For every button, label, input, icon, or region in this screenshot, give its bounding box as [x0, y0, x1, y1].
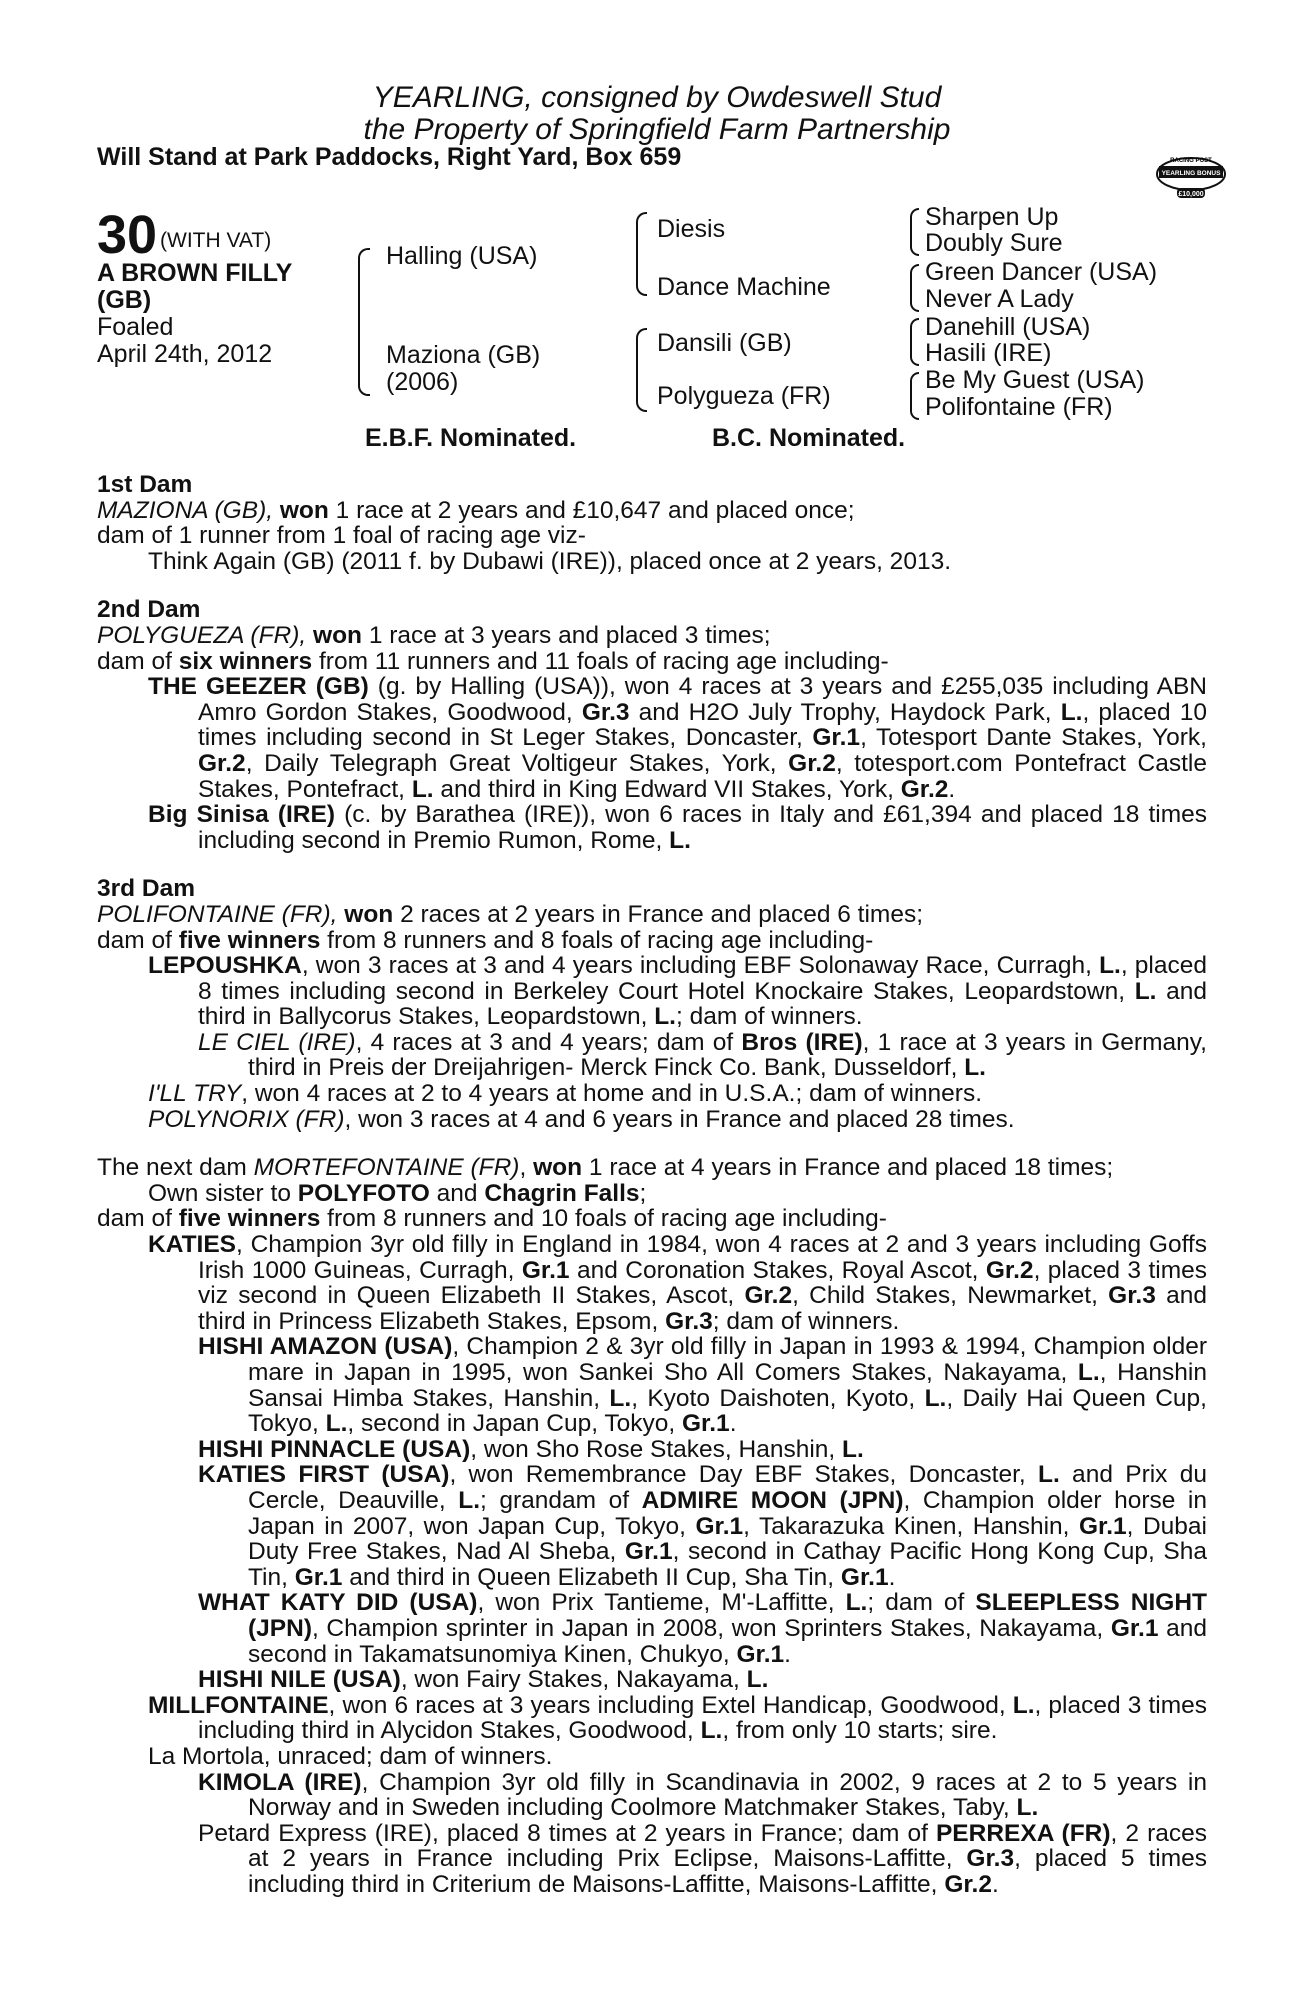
dam-dam: Polygueza (FR) — [657, 382, 831, 410]
gg-brace-3 — [910, 318, 919, 366]
first-dam-record: MAZIONA (GB), won 1 race at 2 years and £10,647 and placed once; — [97, 496, 855, 524]
next-dam-record: The next dam MORTEFONTAINE (FR), won 1 race at 4 years in France and placed 18 times; — [97, 1154, 1114, 1182]
next-dam-produce: dam of five winners from 8 runners and 10 foals of racing age including- — [97, 1205, 887, 1233]
produce-katies: KATIES, Champion 3yr old filly in England in 1984, won 4 races at 2 and 3 years including Goffs Irish 1000 Guineas, Curragh, Gr.1 and Coronation Stakes, Royal Ascot, Gr.2, placed 3 times viz second in Queen Elizabeth II Stakes, Ascot, Gr.2, Child Stakes, Newmarket, Gr.3 and third in Princess Elizabeth Stakes, Epsom, Gr.3; dam of winners. — [148, 1231, 1207, 1335]
first-dam-heading: 1st Dam — [97, 471, 193, 498]
produce-hishi-pinnacle: HISHI PINNACLE (USA), won Sho Rose Stakes, Hanshin, L. — [198, 1435, 864, 1463]
next-dam-sister: Own sister to POLYFOTO and Chagrin Falls; — [148, 1179, 647, 1207]
third-dam-produce: dam of five winners from 8 runners and 8 foals of racing age including- — [97, 926, 874, 954]
gg-brace-4 — [910, 372, 919, 420]
sire-dam: Dance Machine — [657, 273, 831, 301]
pedigree-notes — [97, 472, 1207, 1897]
produce-ill-try: I'LL TRY, won 4 races at 2 to 4 years at home and in U.S.A.; dam of winners. — [148, 1080, 983, 1108]
sire: Halling (USA) — [386, 242, 538, 270]
produce-the-geezer: THE GEEZER (GB) (g. by Halling (USA)), won 4 races at 3 years and £255,035 including ABN Amro Gordon Stakes, Goodwood, Gr.3 and H2O July Trophy, Haydock Park, L., placed 10 times including second in St Leger Stakes, Doncaster, Gr.1, Totesport Dante Stakes, York, Gr.2, Daily Telegraph Great Voltigeur Stakes, York, Gr.2, totesport.com Pontefract Castle Stakes, Pontefract, L. and third in King Edward VII Stakes, York, Gr.2. — [148, 673, 1207, 803]
gg-dam-1: Doubly Sure — [925, 229, 1063, 257]
bc-nomination: B.C. Nominated. — [712, 424, 906, 452]
dam-year: (2006) — [386, 368, 459, 396]
produce-la-mortola: La Mortola, unraced; dam of winners. — [148, 1742, 553, 1770]
gg-brace-1 — [910, 208, 919, 256]
produce-katies-first: KATIES FIRST (USA), won Remembrance Day EBF Stakes, Doncaster, L. and Prix du Cercle, Deauville, L.; grandam of ADMIRE MOON (JPN), Champion older horse in Japan in 2007, won Japan Cup, Tokyo, Gr.1, Takarazuka Kinen, Hanshin, Gr.1, Dubai Duty Free Stakes, Nad Al Sheba, Gr.1, second in Cathay Pacific Hong Kong Cup, Sha Tin, Gr.1 and third in Queen Elizabeth II Cup, Sha Tin, Gr.1. — [198, 1461, 1207, 1591]
gg-sire-1: Sharpen Up — [925, 203, 1059, 231]
produce-le-ciel: LE CIEL (IRE), 4 races at 3 and 4 years; dam of Bros (IRE), 1 race at 3 years in Germany, third in Preis der Dreijahrigen- Merck Finck Co. Bank, Dusseldorf, L. — [198, 1028, 1207, 1082]
lot-description — [97, 260, 337, 368]
ebf-nomination: E.B.F. Nominated. — [365, 424, 577, 452]
gg-sire-3: Danehill (USA) — [925, 313, 1091, 341]
lot-vat: (WITH VAT) — [160, 229, 272, 252]
stand-location: Will Stand at Park Paddocks, Right Yard, Box 659 — [97, 143, 682, 171]
second-dam-heading: 2nd Dam — [97, 596, 201, 624]
produce-hishi-amazon: HISHI AMAZON (USA), Champion 2 & 3yr old filly in Japan in 1993 & 1994, Champion older mare in Japan in 1995, won Sankei Sho All Comers Stakes, Nakayama, L., Hanshin Sansai Himba Stakes, Hanshin, L., Kyoto Daishoten, Kyoto, L., Daily Hai Queen Cup, Tokyo, L., second in Japan Cup, Tokyo, Gr.1. — [198, 1333, 1207, 1438]
lot-number: 30 — [97, 205, 158, 265]
produce-think-again: Think Again (GB) (2011 f. by Dubawi (IRE)), placed once at 2 years, 2013. — [148, 547, 951, 575]
third-dam-record: POLIFONTAINE (FR), won 2 races at 2 years in France and placed 6 times; — [97, 900, 924, 928]
produce-lepoushka: LEPOUSHKA, won 3 races at 3 and 4 years including EBF Solonaway Race, Curragh, L., placed 8 times including second in Berkeley Court Hotel Knockaire Stakes, Leopardstown, L. and third in Ballycorus Stakes, Leopardstown, L.; dam of winners. — [148, 952, 1208, 1031]
dam-sire: Dansili (GB) — [657, 329, 792, 357]
produce-kimola: KIMOLA (IRE), Champion 3yr old filly in Scandinavia in 2002, 9 races at 2 to 5 years in Norway and in Sweden including Coolmore Matchmaker Stakes, Taby, L. — [198, 1768, 1207, 1822]
sire-dam-brace — [358, 248, 370, 396]
gg-dam-2: Never A Lady — [925, 285, 1074, 313]
yearling-bonus-logo — [1155, 148, 1227, 200]
dam: Maziona (GB) — [386, 341, 541, 369]
logo-top-text: RACING POST — [1170, 158, 1212, 164]
consignor-line: YEARLING, consigned by Owdeswell Stud — [372, 81, 942, 114]
produce-what-katy-did: WHAT KATY DID (USA), won Prix Tantieme, M'-Laffitte, L.; dam of SLEEPLESS NIGHT (JPN), Champion sprinter in Japan in 2008, won Sprinters Stakes, Nakayama, Gr.1 and second in Takamatsunomiya Kinen, Chukyo, Gr.1. — [198, 1589, 1208, 1668]
foaled-label: Foaled — [97, 313, 174, 341]
foaled-date: April 24th, 2012 — [97, 340, 273, 368]
dam-line-brace — [636, 328, 647, 412]
lot-title: A BROWN FILLY (GB) — [97, 259, 292, 314]
produce-hishi-nile: HISHI NILE (USA), won Fairy Stakes, Nakayama, L. — [198, 1666, 769, 1694]
sire-sire: Diesis — [657, 215, 726, 243]
gg-dam-3: Hasili (IRE) — [925, 339, 1052, 367]
logo-amount: £10,000 — [1178, 191, 1204, 198]
produce-big-sinisa: Big Sinisa (IRE) (c. by Barathea (IRE)), won 6 races in Italy and £61,394 and placed 18 times including second in Premio Rumon, Rome, L. — [148, 801, 1207, 854]
second-dam-record: POLYGUEZA (FR), won 1 race at 3 years and placed 3 times; — [97, 621, 771, 649]
first-dam-produce: dam of 1 runner from 1 foal of racing age viz- — [97, 522, 586, 550]
gg-sire-2: Green Dancer (USA) — [925, 258, 1158, 286]
logo-mid-text: YEARLING BONUS — [1161, 170, 1221, 177]
second-dam-produce: dam of six winners from 11 runners and 11 foals of racing age including- — [97, 647, 889, 675]
produce-millfontaine: MILLFONTAINE, won 6 races at 3 years including Extel Handicap, Goodwood, L., placed 3 times including third in Alycidon Stakes, Goodwood, L., from only 10 starts; sire. — [148, 1691, 1207, 1745]
gg-dam-4: Polifontaine (FR) — [925, 393, 1113, 421]
gg-brace-2 — [910, 264, 919, 312]
sire-line-brace — [636, 212, 647, 296]
gg-sire-4: Be My Guest (USA) — [925, 366, 1145, 394]
produce-polynorix: POLYNORIX (FR), won 3 races at 4 and 6 years in France and placed 28 times. — [148, 1105, 1015, 1133]
property-line: the Property of Springfield Farm Partnership — [363, 113, 951, 146]
third-dam-heading: 3rd Dam — [97, 875, 196, 903]
produce-petard-express: Petard Express (IRE), placed 8 times at 2 years in France; dam of PERREXA (FR), 2 races at 2 years in France including Prix Eclipse, Maisons-Laffitte, Gr.3, placed 5 times including third in Criterium de Maisons-Laffitte, Maisons-Laffitte, Gr.2. — [198, 1819, 1207, 1898]
